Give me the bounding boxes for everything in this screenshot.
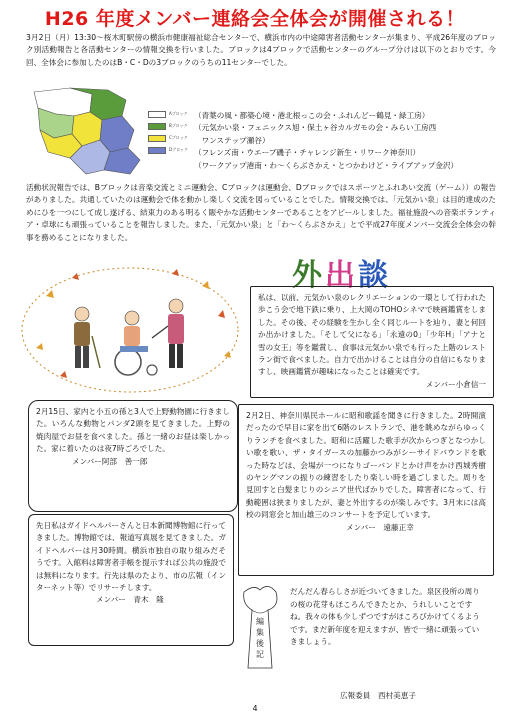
legend-swatch <box>148 123 166 130</box>
editorial-tree-label: 編 <box>256 617 264 626</box>
legend-swatch <box>148 147 166 154</box>
article-signature: メンバー小倉信一 <box>425 379 486 389</box>
page-title: H26 年度メンバー連絡会全体会が開催される！ <box>44 8 466 30</box>
activity-report: 活動状況報告では、Bブロックは音楽交流とミニ運動会、Cブロックは運動会、Dブロックではスポーツとふれあい交流（ゲーム））の報告がありました。共通していたのは運動会で体を動かし楽しく交流を図っていることでした。情報交換では、「元気かい泉」は目的達成のためにひを一つにして成し遂げる、結束力のある明るく賑やかな活動センターであることをアピールしました。福祉施設への音楽ボランティア・卓球にも頑張っていることを報告しました。また、「元気かい泉」と「わ～くらぶさかえ」とで平成27年度メンバー交流会全体会の幹事を務めることになりました。 <box>26 183 496 242</box>
block-group-d: （ワークアップ港南・わ～くらぶさかえ・とつかわけど・ライブアップ金沢） <box>194 160 459 170</box>
block-group-c: （フレンズ南・ウエーブ磯子・チャレンジ新生・リワーク神奈川） <box>194 148 421 158</box>
legend-swatch <box>148 111 166 118</box>
article-text: 2月2日、神奈川県民ホールに昭和歌謡を聞きに行きました。2時開演だったので早目に家を出て6階のレストランで、港を眺めながらゆっくりランチを食べました。昭和に活躍した歌手が次からつぎとなつかしい歌を歌い、ザ・タイガースの加藤かつみがシーサイドバウンドを歌った時などは、会場が一つになりゴーバンドとかけ声をかけ西城秀樹のヤングマンの振りの練習をしたり楽しい時を過ごしました。周りを見回すと白髪まじりのシニア世代ばかりでした。障害者になって、行動範囲は狭まりましたが、妻と外出するのが楽しみです。3月末には高校の同窓会と加山雄三のコンサートを予定しています。 <box>246 411 486 520</box>
legend-label: Dブロック <box>169 147 188 152</box>
article-text: 2月15日、家内と小五の孫と3人で上野動物園に行きました。いろんな動物とパンダ2頭を見てきました。上野の焼肉屋でお昼を食べました。孫と一緒のお昼は楽しかった。家に着いたのは夜7時ごろでした。 <box>36 407 230 454</box>
article-text: 私は、以前、元気かい泉のレクリエーションの一環として行われた歩こう会で地下鉄に乗り、上大岡のTOHOシネマで映画鑑賞をしました。その後、その経験を生かし全く同じルートを辿り、妻と何回か出かけました。「そして父になる」「永遠の0」「少年H」「アナと雪の女王」等を鑑賞し、食事は元気かい泉でも行った上階のレストラン街で食べました。自力で出かけることは自分の自信にもなりますし、映画鑑賞が趣味になったことは確実です。 <box>258 293 486 377</box>
intro-paragraph: 3月2日（月）13:30～桜木町駅傍の横浜市健康福祉総合センターで、横浜市内の中途障害者活動センターが集まり、平成26年度のブロック別活動報告と各活動センターの情報交換を行いました。ブロックは4ブロックで活動センターのグループ分けは以下のとおりです。今回、全体会に参加したのはB・C・Dの3ブロックのうちの11センターでした。 <box>26 33 496 67</box>
page-number: 4 <box>252 704 258 713</box>
block-group-b-cont2: ワンステップ瀬谷） <box>194 135 270 145</box>
article-signature: メンバー阿部 善一郎 <box>72 456 148 466</box>
map-legend <box>148 108 194 156</box>
editorial-note <box>234 580 496 700</box>
article-box-concert <box>238 404 494 576</box>
article-signature: メンバー 遠藤正幸 <box>346 522 414 532</box>
article-text: 先日私はガイドヘルパーさんと日本新聞博物館に行ってきました。博物館では、報道写真展を見てきました。ガイドヘルパーは月30時間。横浜市独自の取り組みだそうです。入館料は障害者手帳を提示すれば公共の施設では無料になります。行先は県のたより、市の広報（インターネット等）でリサーチします。 <box>36 521 226 593</box>
legend-label: Cブロック <box>169 135 188 140</box>
block-group-b: （青葉の風・都築心境・港北根っこの会・ふれんどー鶴見・緑工房） <box>194 111 430 120</box>
editorial-tree-label: 集 <box>256 628 264 637</box>
article-box-cinema <box>250 286 494 398</box>
outing-illustration <box>12 256 248 404</box>
tree-icon <box>234 580 286 670</box>
heading-char: 談 <box>358 258 391 293</box>
block-group-b-cont: （元気かい泉・フェニックス旭・保土ヶ谷カルガモの会・みらい工房西 <box>194 123 437 133</box>
legend-item <box>148 144 194 156</box>
editorial-text: だんだん春らしさが近づいてきました。泉区役所の周りの桜の花芽もほころんできたとか、うれしいことですね。我々の体も少しずつですがほころびかけてくるようです。まだ新年度を迎えますが、皆で一緒に頑張っていきましょう。 <box>290 587 480 647</box>
editorial-tree-label: 記 <box>256 650 264 659</box>
article-box-zoo <box>28 400 238 512</box>
editorial-signature: 広報委員 西村美恵子 <box>340 691 416 700</box>
editorial-tree-label: 後 <box>256 639 264 648</box>
legend-item <box>148 120 194 132</box>
article-box-museum <box>28 514 234 646</box>
article-signature: メンバー 青木 隆 <box>96 595 164 605</box>
legend-swatch <box>148 135 166 142</box>
legend-label: Bブロック <box>169 123 188 128</box>
heading-char: 出 <box>325 258 358 293</box>
legend-item <box>148 132 194 144</box>
legend-label: Aブロック <box>169 111 188 116</box>
block-map <box>30 86 148 178</box>
legend-item <box>148 108 194 120</box>
heading-char: 外 <box>292 258 325 293</box>
block-groups <box>194 110 458 172</box>
